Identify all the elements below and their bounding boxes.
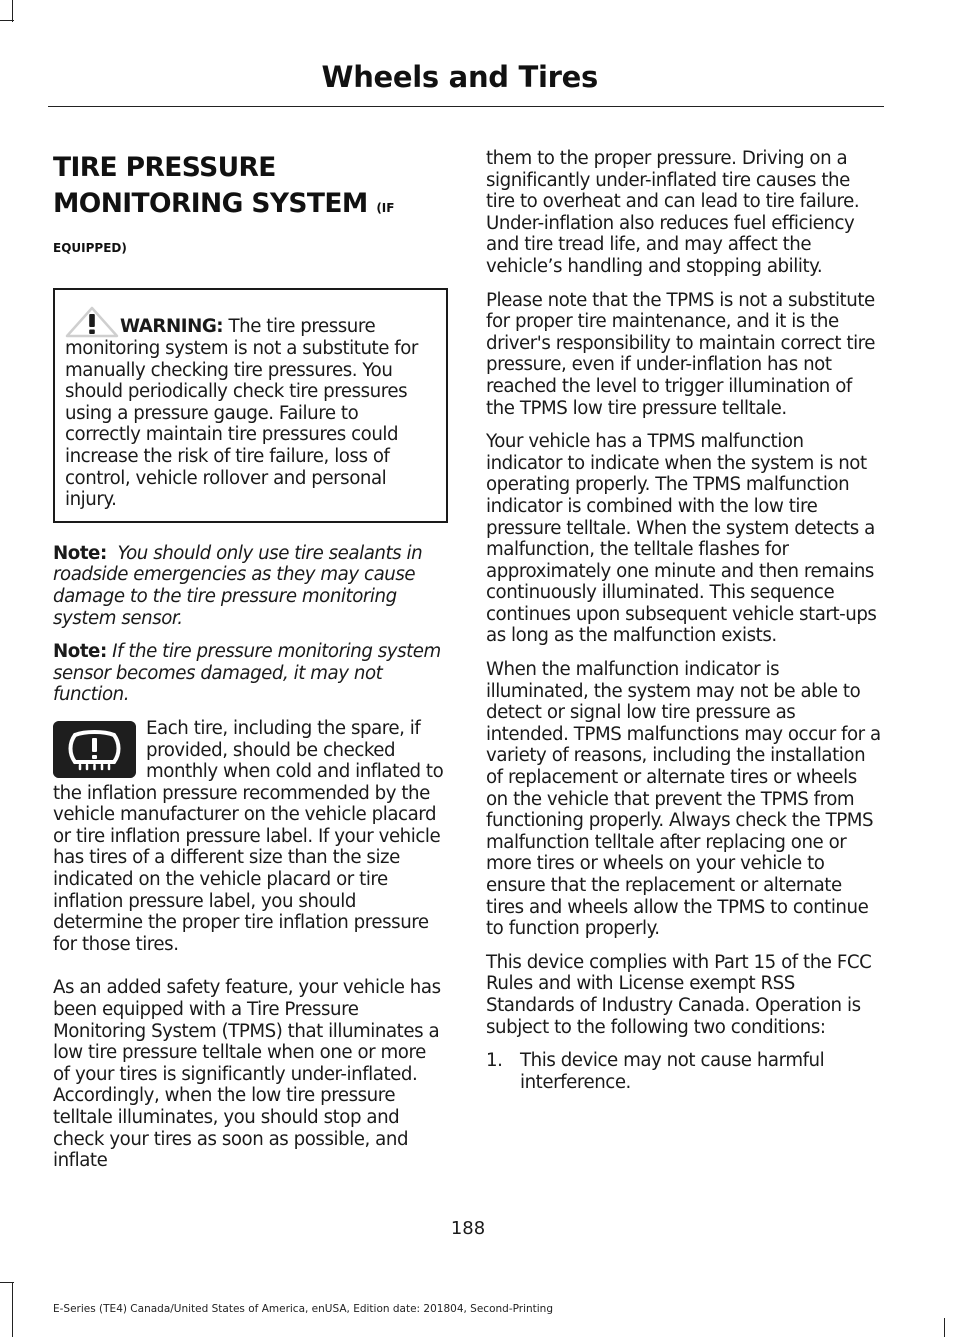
body-paragraph: them to the proper pressure. Driving on a significantly under-inflated tire causes the tire to overheat and can lead to tire failure. Under-inflation also reduces fuel efficiency and tire tread life, and may affect the vehicle’s handling and stopping ability. xyxy=(486,148,860,277)
note-text: If the tire pressure monitoring system sensor becomes damaged, it may not function. xyxy=(53,641,441,706)
tpms-check-paragraph xyxy=(53,718,446,956)
warning-triangle-icon xyxy=(65,306,120,338)
crop-mark xyxy=(0,20,14,21)
section-title-qualifier: (IF EQUIPPED) xyxy=(53,201,395,255)
warning-label: WARNING: xyxy=(120,316,224,337)
crop-mark xyxy=(944,1318,945,1337)
note-label: Note: xyxy=(53,542,107,564)
header-divider xyxy=(48,106,884,107)
footer-edition-info: E-Series (TE4) Canada/United States of America, enUSA, Edition date: 201804, Second-Printing xyxy=(53,1303,554,1315)
note-label: Note: xyxy=(53,641,107,663)
warning-text: The tire pressure monitoring system is not a substitute for manually checking tire pressures. You should periodically check tire pressures using a pressure gauge. Failure to correctly maintain tire pressures could increase the risk of tire failure, loss of control, vehicle rollover and personal injury. xyxy=(65,316,418,511)
warning-box xyxy=(53,288,448,523)
section-title-main: TIRE PRESSURE MONITORING SYSTEM xyxy=(53,152,368,219)
crop-mark xyxy=(12,1282,13,1337)
list-item xyxy=(486,1050,882,1093)
body-paragraph: Your vehicle has a TPMS malfunction indicator to indicate when the system is not operating properly. The TPMS malfunction indicator is combined with the low tire pressure telltale. When the system detects a malfunction, the telltale flashes for approximately one minute and then remains continuously illuminated. This sequence continues upon subsequent vehicle start-ups as long as the malfunction exists. xyxy=(486,431,877,647)
crop-mark xyxy=(0,1282,14,1283)
body-paragraph: This device complies with Part 15 of the FCC Rules and with License exempt RSS Standards of Industry Canada. Operation is subject to the following two conditions: xyxy=(486,951,872,1038)
page-number: 188 xyxy=(450,1218,486,1239)
crop-mark xyxy=(12,0,13,22)
left-column xyxy=(53,150,446,1184)
paragraph-text: Each tire, including the spare, if provided, should be checked monthly when cold and inflated to the inflation pressure recommended by the vehicle manufacturer on the vehicle placard or tire inflation pressure label. If your vehicle has tires of a different size than the size indicated on the vehicle placard or tire inflation pressure label, you should determine the proper tire inflation pressure for those tires. xyxy=(53,717,444,955)
note-paragraph xyxy=(53,641,446,706)
tpms-intro-paragraph: As an added safety feature, your vehicle has been equipped with a Tire Pressure Monitoring System (TPMS) that illuminates a low tire pressure telltale when one or more of your tires is significantly under-inflated. Accordingly, when the low tire pressure telltale illuminates, you should stop and check your tires as soon as possible, and inflate xyxy=(53,977,441,1172)
note-paragraph xyxy=(53,543,446,629)
page-header-title: Wheels and Tires xyxy=(321,60,598,94)
tire-pressure-telltale-icon xyxy=(53,721,136,778)
list-text: This device may not cause harmful interference. xyxy=(520,1050,825,1093)
body-paragraph: When the malfunction indicator is illuminated, the system may not be able to detect or signal low tire pressure as intended. TPMS malfunctions may occur for a variety of reasons, including the installation of replacement or alternate tires or wheels on the vehicle that prevent the TPMS from functioning properly. Always check the TPMS malfunction telltale after replacing one or more tires or wheels on your vehicle to ensure that the replacement or alternate tires and wheels allow the TPMS to continue to function properly. xyxy=(486,659,881,940)
body-paragraph: Please note that the TPMS is not a substitute for proper tire maintenance, and it is the driver's responsibility to maintain correct tire pressure, even if under-inflation has not reached the level to trigger illumination of the TPMS low tire pressure telltale. xyxy=(486,289,876,419)
note-text: You should only use tire sealants in roadside emergencies as they may cause damage to the tire pressure monitoring system sensor. xyxy=(53,542,423,629)
right-column xyxy=(486,148,882,1093)
list-number: 1. xyxy=(486,1050,503,1072)
section-title xyxy=(53,150,446,266)
warning-paragraph xyxy=(65,306,436,511)
